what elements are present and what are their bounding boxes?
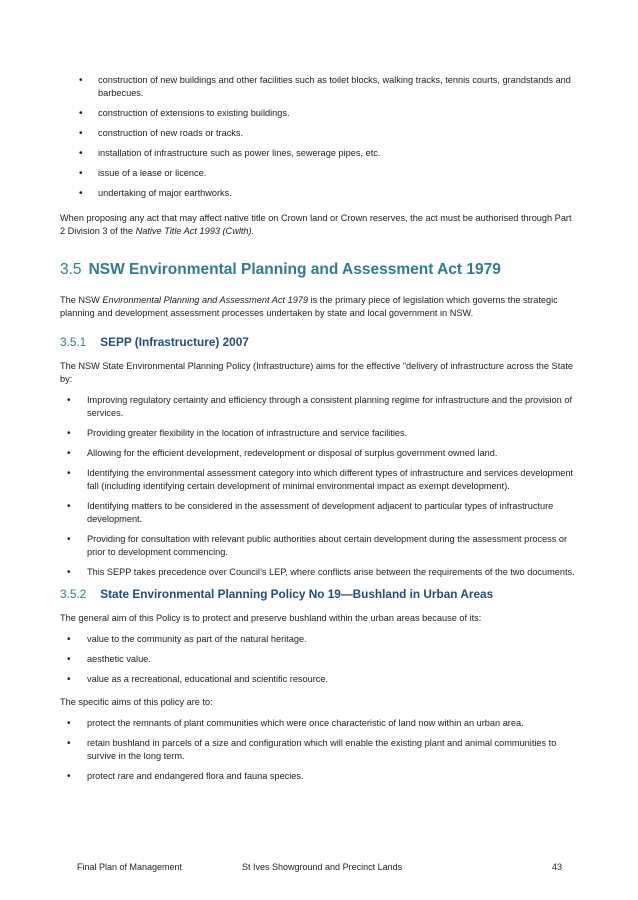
list-item: • retain bushland in parcels of a size and configuration which will enable the existing plant and animal communities to survive in the long term. xyxy=(67,738,557,761)
footer-document-title: Final Plan of Management xyxy=(77,862,183,872)
bullet-icon: • xyxy=(79,75,83,86)
list-item: • aesthetic value. xyxy=(67,654,151,665)
list-item: • Identifying matters to be considered in the assessment of development adjacent to particular types of infrastructure development. xyxy=(67,501,554,524)
section-3-5-paragraph: The NSW Environmental Planning and Assessment Act 1979 is the primary piece of legislation which governs the strategic planning and development assessment processes undertaken by state and local government in NSW. xyxy=(60,295,558,318)
bullet-icon: • xyxy=(67,654,71,665)
list-item: • Improving regulatory certainty and efficiency through a consistent planning regime for infrastructure and the provision of services. xyxy=(67,395,572,418)
section-heading-3-5-1: 3.5.1 SEPP (Infrastructure) 2007 xyxy=(60,335,249,349)
page-footer xyxy=(0,862,638,876)
list-item: • value as a recreational, educational and scientific resource. xyxy=(67,674,329,685)
bullet-icon: • xyxy=(67,534,71,545)
list-item: • Providing for consultation with relevant public authorities about certain development during the assessment process or prior to development commencing. xyxy=(67,534,568,557)
footer-site-name: St Ives Showground and Precinct Lands xyxy=(242,862,403,872)
act-name: Environmental Planning and Assessment Act 1979 xyxy=(102,295,309,305)
specific-aims-list xyxy=(60,717,576,783)
page-number: 43 xyxy=(552,862,563,872)
section-heading-3-5: 3.5 NSW Environmental Planning and Assessment Act 1979 xyxy=(60,261,501,278)
list-item: • construction of extensions to existing buildings. xyxy=(79,108,290,119)
native-title-paragraph: When proposing any act that may affect native title on Crown land or Crown reserves, the act must be authorised through Part 2 Division 3 of the Native Title Act 1993 (Cwlth). xyxy=(60,213,572,236)
sepp-bullet-list xyxy=(60,394,576,579)
bullet-icon: • xyxy=(67,674,71,685)
specific-aims-paragraph: The specific aims of this policy are to: xyxy=(60,697,213,707)
bullet-icon: • xyxy=(79,128,83,139)
bushland-value-list xyxy=(60,633,576,686)
list-item: • Identifying the environmental assessment category into which different types of infrastructure and services development fall (including identifying certain development of minimal environmental impact as exempt development). xyxy=(67,468,574,491)
bullet-icon: • xyxy=(67,468,71,479)
bullet-icon: • xyxy=(79,188,83,199)
bullet-icon: • xyxy=(67,567,71,578)
list-item: • construction of new buildings and other facilities such as toilet blocks, walking tracks, tennis courts, grandstands and barbecues. xyxy=(79,75,571,98)
bullet-icon: • xyxy=(67,395,71,406)
list-item: • Providing greater flexibility in the location of infrastructure and service facilities. xyxy=(67,428,408,439)
list-item: • undertaking of major earthworks. xyxy=(79,188,232,199)
bullet-icon: • xyxy=(67,501,71,512)
list-item: • value to the community as part of the natural heritage. xyxy=(67,634,307,645)
bullet-icon: • xyxy=(79,168,83,179)
bullet-icon: • xyxy=(67,718,71,729)
bullet-icon: • xyxy=(67,634,71,645)
bullet-icon: • xyxy=(79,148,83,159)
page-content xyxy=(60,74,576,790)
bullet-icon: • xyxy=(67,448,71,459)
list-item: • This SEPP takes precedence over Council’s LEP, where conflicts arise between the requirements of the two documents. xyxy=(67,567,575,578)
bushland-intro-paragraph: The general aim of this Policy is to protect and preserve bushland within the urban areas because of its: xyxy=(60,613,482,623)
intro-bullet-list xyxy=(60,74,576,200)
bullet-icon: • xyxy=(79,108,83,119)
bullet-icon: • xyxy=(67,428,71,439)
bullet-icon: • xyxy=(67,771,71,782)
act-name: Native Title Act 1993 (Cwlth). xyxy=(135,226,255,236)
section-heading-3-5-2: 3.5.2 State Environmental Planning Policy No 19—Bushland in Urban Areas xyxy=(60,587,494,601)
list-item: • issue of a lease or licence. xyxy=(79,168,207,179)
list-item: • installation of infrastructure such as power lines, sewerage pipes, etc. xyxy=(79,148,381,159)
bullet-icon: • xyxy=(67,738,71,749)
sepp-intro-paragraph: The NSW State Environmental Planning Policy (Infrastructure) aims for the effective “delivery of infrastructure across the State by: xyxy=(60,361,574,384)
list-item: • protect rare and endangered flora and fauna species. xyxy=(67,771,304,782)
list-item: • protect the remnants of plant communities which were once characteristic of land now within an urban area. xyxy=(67,718,524,729)
list-item: • Allowing for the efficient development, redevelopment or disposal of surplus government owned land. xyxy=(67,448,498,459)
list-item: • construction of new roads or tracks. xyxy=(79,128,244,139)
